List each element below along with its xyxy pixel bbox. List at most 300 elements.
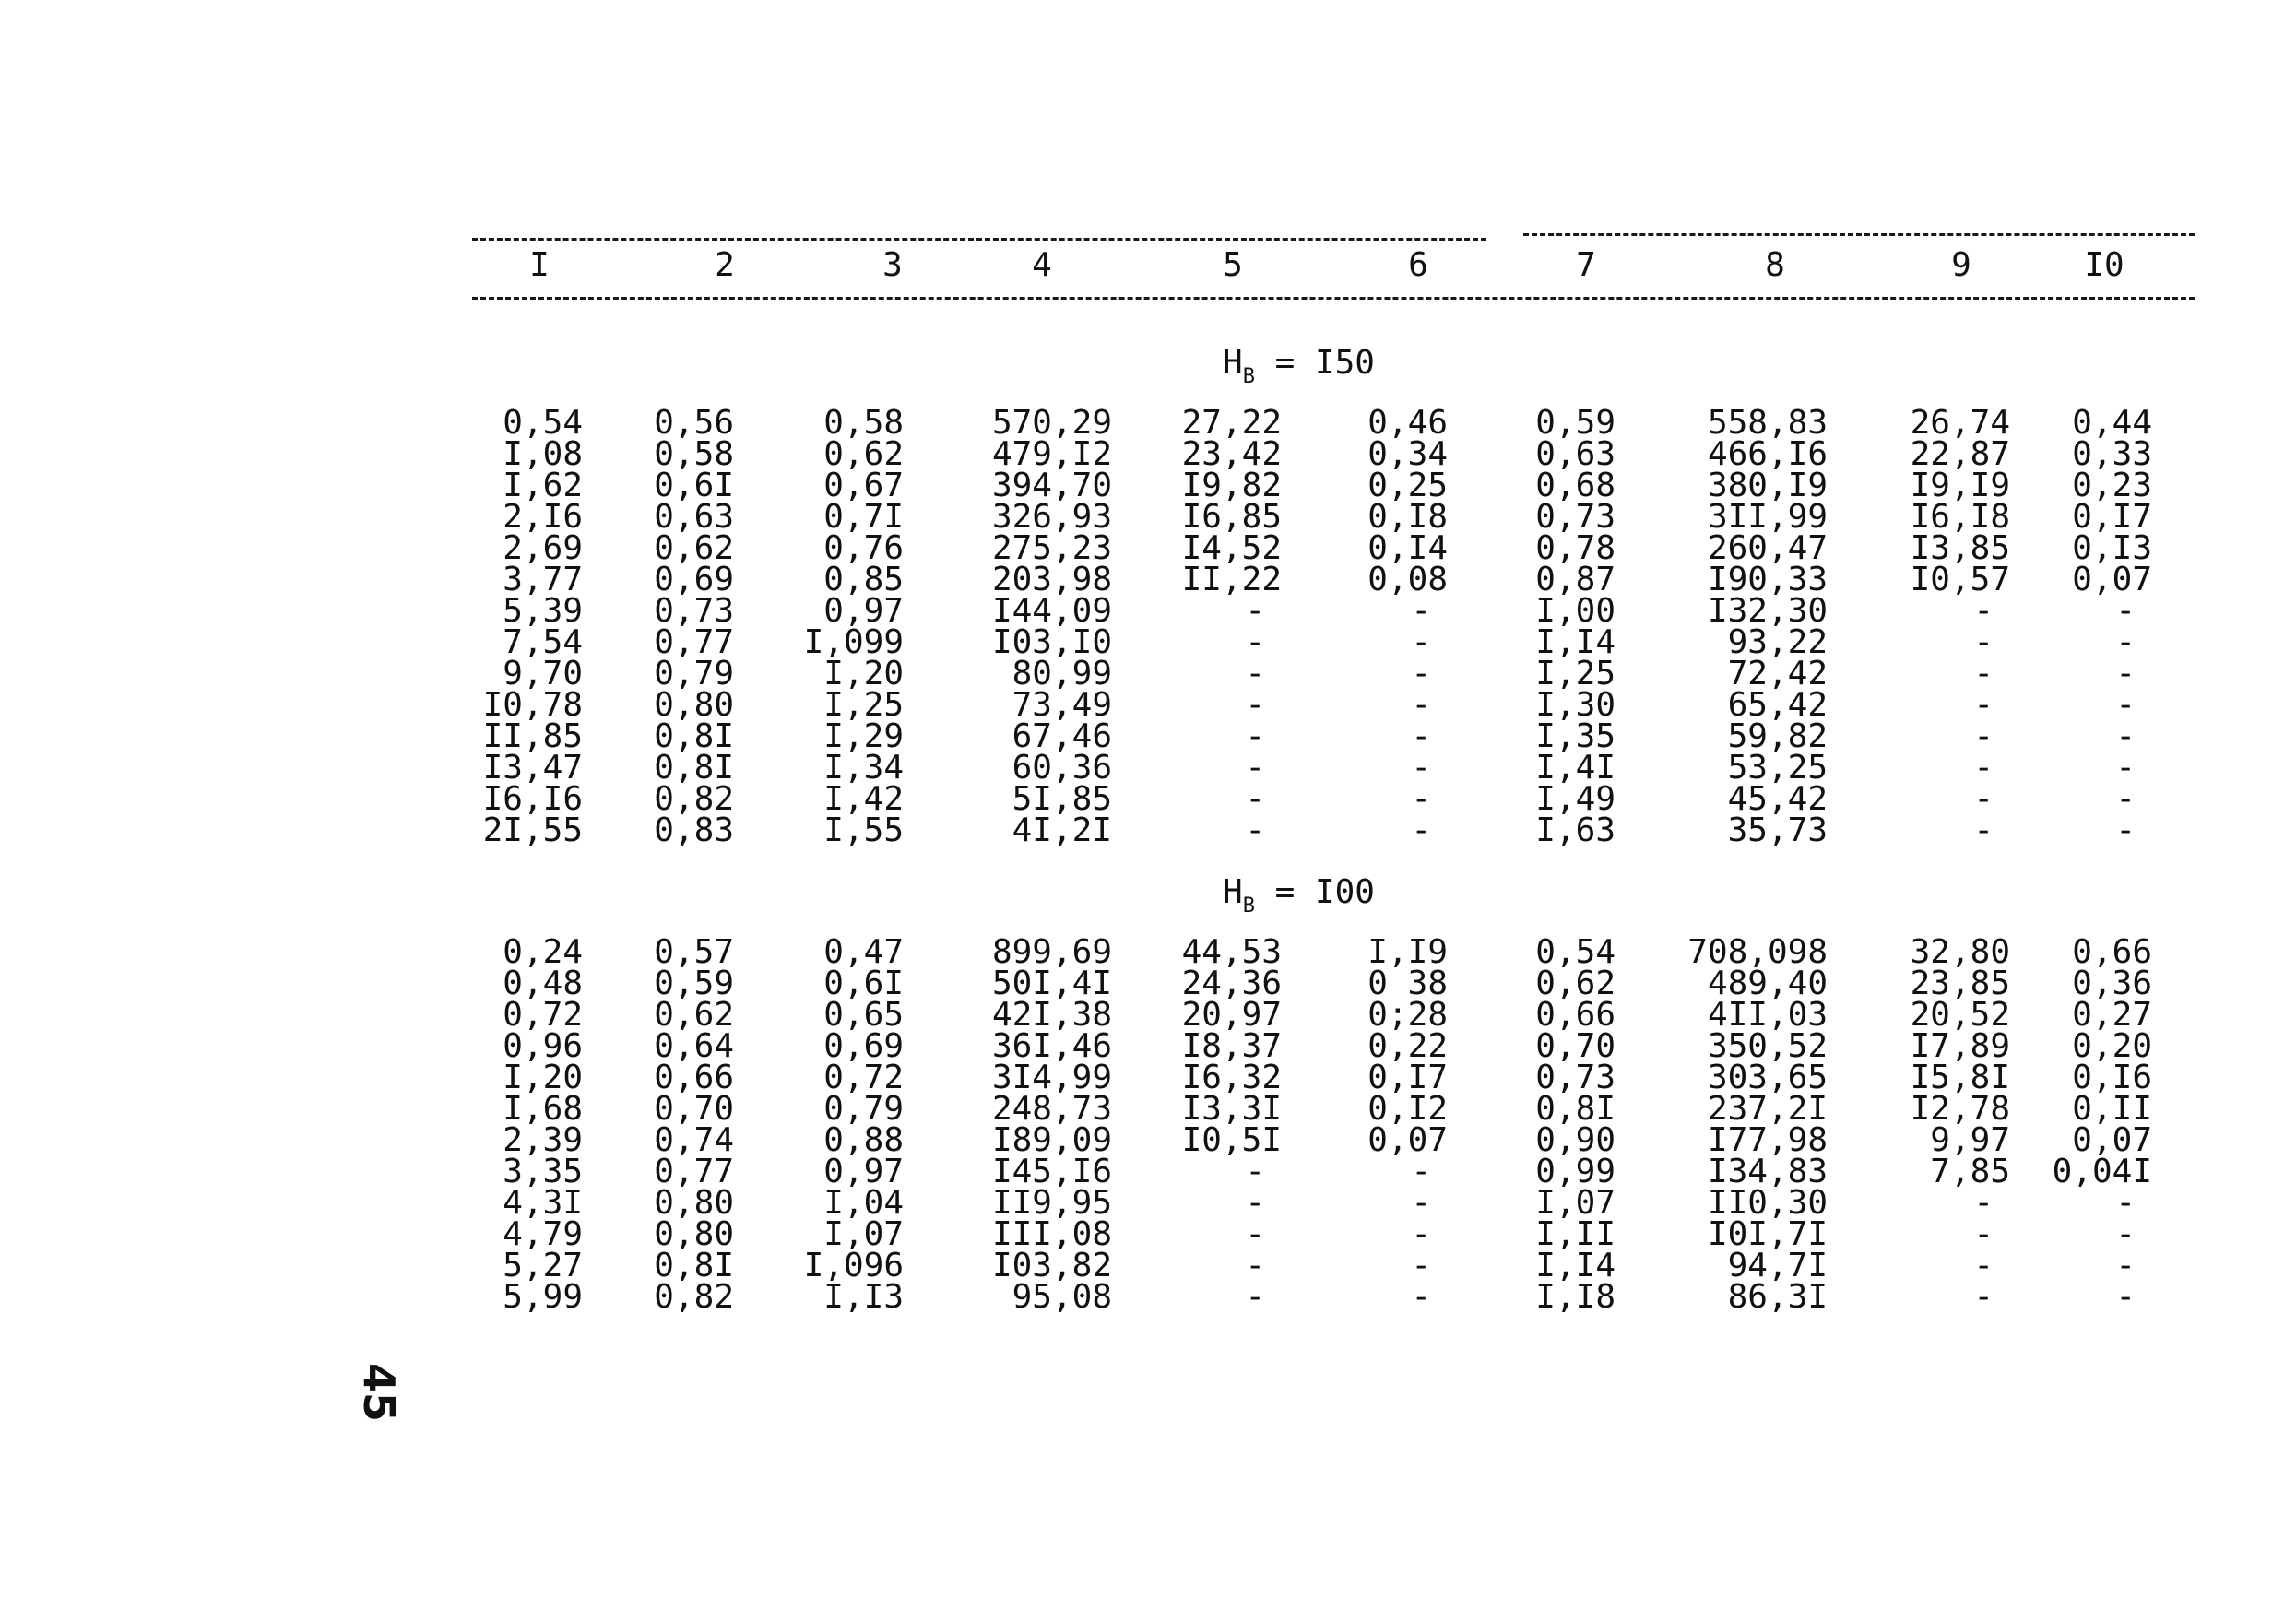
table-cell: - bbox=[1411, 811, 1431, 849]
table-cell: 394,70 bbox=[991, 467, 1112, 504]
table-cell: 2I,55 bbox=[482, 811, 583, 849]
table-cell: - bbox=[1973, 1278, 1994, 1316]
table-cell: 60,36 bbox=[1012, 749, 1112, 787]
section-1-column-10 bbox=[2072, 404, 2152, 849]
table-cell: I,30 bbox=[1535, 686, 1615, 724]
table-cell: 0,85 bbox=[823, 561, 904, 598]
table-cell: 0,69 bbox=[823, 1027, 904, 1065]
table-cell: - bbox=[1411, 1184, 1431, 1222]
section-label-subscript: B bbox=[1242, 365, 1255, 388]
column-header-3: 3 bbox=[882, 246, 903, 284]
section-1-column-8 bbox=[1707, 404, 1828, 849]
table-cell: 0,47 bbox=[823, 933, 904, 971]
table-cell: 899,69 bbox=[991, 933, 1112, 971]
table-cell: 0,22 bbox=[1367, 1027, 1448, 1065]
table-cell: 0,08 bbox=[1367, 561, 1448, 598]
table-cell: 0,24 bbox=[503, 933, 583, 971]
table-cell: 0,58 bbox=[823, 404, 904, 442]
table-cell: 0,6I bbox=[823, 965, 904, 1002]
section-label-subscript: B bbox=[1242, 894, 1255, 917]
table-cell: I9,82 bbox=[1181, 467, 1282, 504]
table-cell: I8,37 bbox=[1181, 1027, 1282, 1065]
section-1-column-7 bbox=[1535, 404, 1615, 849]
table-cell: - bbox=[2115, 717, 2136, 755]
table-cell: I6,32 bbox=[1181, 1059, 1282, 1096]
table-cell: I,34 bbox=[823, 749, 904, 787]
table-cell: - bbox=[1245, 592, 1265, 630]
table-cell: I3,85 bbox=[1910, 529, 2010, 567]
table-cell: 0,20 bbox=[2072, 1027, 2152, 1065]
table-cell: I,04 bbox=[823, 1184, 904, 1222]
table-cell: 0,88 bbox=[823, 1121, 904, 1159]
table-cell: 0,73 bbox=[654, 592, 734, 630]
table-cell: 0,62 bbox=[823, 435, 904, 473]
table-cell: 0,8I bbox=[654, 1247, 734, 1284]
table-cell: 0,96 bbox=[503, 1027, 583, 1065]
table-cell: 570,29 bbox=[991, 404, 1112, 442]
table-cell: 0,I7 bbox=[2072, 498, 2152, 536]
table-cell: 0,66 bbox=[654, 1059, 734, 1096]
table-cell: I0,5I bbox=[1181, 1121, 1282, 1159]
table-cell: II9,95 bbox=[991, 1184, 1112, 1222]
table-cell: 479,I2 bbox=[991, 435, 1112, 473]
table-cell: - bbox=[1245, 1153, 1265, 1190]
table-cell: - bbox=[2115, 655, 2136, 693]
table-cell: 20,52 bbox=[1910, 996, 2010, 1034]
table-cell: 4I,2I bbox=[1012, 811, 1112, 849]
table-cell: 0,78 bbox=[1535, 529, 1615, 567]
table-cell: 3,35 bbox=[503, 1153, 583, 1190]
table-cell: 0,25 bbox=[1367, 467, 1448, 504]
table-cell: 0,74 bbox=[654, 1121, 734, 1159]
table-cell: 7,54 bbox=[503, 623, 583, 661]
table-cell: - bbox=[1411, 717, 1431, 755]
section-2-column-9 bbox=[1910, 933, 2010, 1316]
table-cell: I,35 bbox=[1535, 717, 1615, 755]
table-cell: I32,30 bbox=[1707, 592, 1828, 630]
table-cell: 0,59 bbox=[1535, 404, 1615, 442]
table-cell: 4,79 bbox=[503, 1215, 583, 1253]
table-cell: - bbox=[1411, 1215, 1431, 1253]
section-2-column-5 bbox=[1181, 933, 1282, 1316]
table-cell: 0,07 bbox=[2072, 561, 2152, 598]
section-1-column-5 bbox=[1181, 404, 1282, 849]
table-cell: - bbox=[1973, 655, 1994, 693]
table-cell: 23,42 bbox=[1181, 435, 1282, 473]
table-cell: I6,I6 bbox=[482, 780, 583, 818]
table-cell: I,I9 bbox=[1367, 933, 1448, 971]
section-2-column-8 bbox=[1687, 933, 1828, 1316]
table-cell: - bbox=[2115, 749, 2136, 787]
table-cell: I,42 bbox=[823, 780, 904, 818]
table-cell: I2,78 bbox=[1910, 1090, 2010, 1128]
table-cell: - bbox=[1245, 780, 1265, 818]
table-cell: I,I3 bbox=[823, 1278, 904, 1316]
section-2-column-10 bbox=[2052, 933, 2152, 1316]
table-cell: 24,36 bbox=[1181, 965, 1282, 1002]
table-cell: - bbox=[1973, 1215, 1994, 1253]
table-cell: I,25 bbox=[823, 686, 904, 724]
table-cell: - bbox=[1245, 1215, 1265, 1253]
table-cell: 22,87 bbox=[1910, 435, 2010, 473]
table-cell: - bbox=[1411, 623, 1431, 661]
table-cell: 248,73 bbox=[991, 1090, 1112, 1128]
table-cell: 558,83 bbox=[1707, 404, 1828, 442]
table-cell: - bbox=[1245, 717, 1265, 755]
table-cell: 93,22 bbox=[1727, 623, 1828, 661]
table-cell: 67,46 bbox=[1012, 717, 1112, 755]
table-cell: 0,54 bbox=[1535, 933, 1615, 971]
table-cell: I77,98 bbox=[1707, 1121, 1828, 1159]
table-cell: 59,82 bbox=[1727, 717, 1828, 755]
table-cell: 0,79 bbox=[654, 655, 734, 693]
table-cell: 0,80 bbox=[654, 1184, 734, 1222]
column-header-2: 2 bbox=[715, 246, 735, 284]
table-cell: - bbox=[1245, 1247, 1265, 1284]
table-cell: - bbox=[1245, 686, 1265, 724]
table-cell: 5,27 bbox=[503, 1247, 583, 1284]
table-cell: I,49 bbox=[1535, 780, 1615, 818]
table-cell: - bbox=[1973, 1247, 1994, 1284]
table-cell: 73,49 bbox=[1012, 686, 1112, 724]
table-cell: 0,46 bbox=[1367, 404, 1448, 442]
table-cell: I44,09 bbox=[991, 592, 1112, 630]
table-cell: 0,II bbox=[2072, 1090, 2152, 1128]
table-cell: I,07 bbox=[1535, 1184, 1615, 1222]
table-cell: 2,I6 bbox=[503, 498, 583, 536]
table-cell: I3,47 bbox=[482, 749, 583, 787]
table-cell: 2,69 bbox=[503, 529, 583, 567]
section-label-hb-100 bbox=[1223, 872, 1375, 927]
section-1-column-9 bbox=[1910, 404, 2010, 849]
table-cell: I,I4 bbox=[1535, 1247, 1615, 1284]
table-cell: 0,8I bbox=[1535, 1090, 1615, 1128]
table-cell: - bbox=[2115, 1184, 2136, 1222]
table-cell: - bbox=[2115, 686, 2136, 724]
table-cell: I,62 bbox=[503, 467, 583, 504]
table-cell: - bbox=[1411, 780, 1431, 818]
table-cell: 0,58 bbox=[654, 435, 734, 473]
table-cell: 0,27 bbox=[2072, 996, 2152, 1034]
table-cell: 3I4,99 bbox=[991, 1059, 1112, 1096]
table-cell: 0,I4 bbox=[1367, 529, 1448, 567]
section-2-column-1 bbox=[503, 933, 583, 1316]
table-cell: II,85 bbox=[482, 717, 583, 755]
table-cell: I,I4 bbox=[1535, 623, 1615, 661]
table-cell: 65,42 bbox=[1727, 686, 1828, 724]
table-cell: I9,I9 bbox=[1910, 467, 2010, 504]
table-cell: 0,8I bbox=[654, 749, 734, 787]
table-cell: 0,77 bbox=[654, 1153, 734, 1190]
column-header-4: 4 bbox=[1032, 246, 1052, 284]
table-cell: - bbox=[1973, 811, 1994, 849]
table-cell: 0,62 bbox=[654, 996, 734, 1034]
table-cell: I,25 bbox=[1535, 655, 1615, 693]
table-cell: III,08 bbox=[991, 1215, 1112, 1253]
table-cell: 237,2I bbox=[1707, 1090, 1828, 1128]
section-label-value: = I50 bbox=[1254, 344, 1375, 382]
table-cell: - bbox=[2115, 592, 2136, 630]
table-cell: 326,93 bbox=[991, 498, 1112, 536]
table-cell: I0I,7I bbox=[1707, 1215, 1828, 1253]
table-cell: 0,07 bbox=[2072, 1121, 2152, 1159]
table-cell: I,20 bbox=[503, 1059, 583, 1096]
section-2-column-6 bbox=[1367, 933, 1448, 1316]
table-cell: 20,97 bbox=[1181, 996, 1282, 1034]
table-cell: - bbox=[1245, 1278, 1265, 1316]
table-cell: 3II,99 bbox=[1707, 498, 1828, 536]
table-cell: 35,73 bbox=[1727, 811, 1828, 849]
table-cell: 0,63 bbox=[1535, 435, 1615, 473]
table-cell: 0,62 bbox=[1535, 965, 1615, 1002]
table-cell: 0,66 bbox=[1535, 996, 1615, 1034]
table-cell: 0,I3 bbox=[2072, 529, 2152, 567]
table-cell: 0,I7 bbox=[1367, 1059, 1448, 1096]
table-cell: 0,48 bbox=[503, 965, 583, 1002]
table-cell: - bbox=[1245, 749, 1265, 787]
table-cell: 0,72 bbox=[823, 1059, 904, 1096]
table-cell: - bbox=[2115, 780, 2136, 818]
table-cell: 5I,85 bbox=[1012, 780, 1112, 818]
column-header-1: I bbox=[529, 246, 550, 284]
table-cell: - bbox=[1245, 623, 1265, 661]
table-cell: I4,52 bbox=[1181, 529, 1282, 567]
table-cell: 0,68 bbox=[1535, 467, 1615, 504]
column-header-8: 8 bbox=[1765, 246, 1785, 284]
table-cell: 0,67 bbox=[823, 467, 904, 504]
table-cell: 95,08 bbox=[1012, 1278, 1112, 1316]
table-cell: 9,97 bbox=[1930, 1121, 2010, 1159]
table-cell: 0,59 bbox=[654, 965, 734, 1002]
column-header-5: 5 bbox=[1223, 246, 1243, 284]
table-cell: 0,82 bbox=[654, 780, 734, 818]
table-cell: - bbox=[1245, 1184, 1265, 1222]
table-cell: 275,23 bbox=[991, 529, 1112, 567]
table-cell: I,II bbox=[1535, 1215, 1615, 1253]
table-cell: - bbox=[1411, 1278, 1431, 1316]
table-cell: 3,77 bbox=[503, 561, 583, 598]
table-cell: 72,42 bbox=[1727, 655, 1828, 693]
table-cell: 489,40 bbox=[1707, 965, 1828, 1002]
table-cell: I,63 bbox=[1535, 811, 1615, 849]
table-cell: 32,80 bbox=[1910, 933, 2010, 971]
table-cell: - bbox=[1245, 811, 1265, 849]
section-label-hb-150 bbox=[1223, 343, 1375, 397]
table-cell: 0,73 bbox=[1535, 498, 1615, 536]
table-cell: 0,64 bbox=[654, 1027, 734, 1065]
table-cell: 26,74 bbox=[1910, 404, 2010, 442]
table-cell: - bbox=[1973, 623, 1994, 661]
table-cell: 0,87 bbox=[1535, 561, 1615, 598]
table-cell: I,099 bbox=[803, 623, 904, 661]
table-cell: - bbox=[1973, 780, 1994, 818]
table-cell: 45,42 bbox=[1727, 780, 1828, 818]
table-cell: 27,22 bbox=[1181, 404, 1282, 442]
table-cell: 0,6I bbox=[654, 467, 734, 504]
table-cell: 94,7I bbox=[1727, 1247, 1828, 1284]
table-cell: I0,57 bbox=[1910, 561, 2010, 598]
table-cell: 80,99 bbox=[1012, 655, 1112, 693]
table-cell: 303,65 bbox=[1707, 1059, 1828, 1096]
table-cell: I6,85 bbox=[1181, 498, 1282, 536]
table-cell: 0,36 bbox=[2072, 965, 2152, 1002]
table-cell: 86,3I bbox=[1727, 1278, 1828, 1316]
table-cell: 9,70 bbox=[503, 655, 583, 693]
table-cell: I89,09 bbox=[991, 1121, 1112, 1159]
table-cell: 0,97 bbox=[823, 592, 904, 630]
table-cell: - bbox=[1411, 1153, 1431, 1190]
table-cell: 42I,38 bbox=[991, 996, 1112, 1034]
table-cell: 53,25 bbox=[1727, 749, 1828, 787]
table-cell: 0,57 bbox=[654, 933, 734, 971]
table-cell: - bbox=[1411, 655, 1431, 693]
table-cell: I,55 bbox=[823, 811, 904, 849]
table-cell: 0,7I bbox=[823, 498, 904, 536]
table-cell: 0,I2 bbox=[1367, 1090, 1448, 1128]
table-cell: II,22 bbox=[1181, 561, 1282, 598]
table-cell: I5,8I bbox=[1910, 1059, 2010, 1096]
table-cell: I,I8 bbox=[1535, 1278, 1615, 1316]
table-cell: 36I,46 bbox=[991, 1027, 1112, 1065]
section-2-column-7 bbox=[1535, 933, 1615, 1316]
table-cell: 0,77 bbox=[654, 623, 734, 661]
table-cell: 0,I6 bbox=[2072, 1059, 2152, 1096]
table-cell: 2,39 bbox=[503, 1121, 583, 1159]
section-label-symbol: H bbox=[1223, 873, 1243, 911]
column-header-6: 6 bbox=[1408, 246, 1428, 284]
section-1-column-1 bbox=[482, 404, 583, 849]
section-label-symbol: H bbox=[1223, 344, 1243, 382]
section-1-column-3 bbox=[803, 404, 904, 849]
table-cell: - bbox=[1411, 1247, 1431, 1284]
table-cell: 7,85 bbox=[1930, 1153, 2010, 1190]
table-cell: I,20 bbox=[823, 655, 904, 693]
table-cell: 0,79 bbox=[823, 1090, 904, 1128]
table-cell: 0,62 bbox=[654, 529, 734, 567]
section-1-column-6 bbox=[1367, 404, 1448, 849]
table-cell: II0,30 bbox=[1707, 1184, 1828, 1222]
table-cell: 23,85 bbox=[1910, 965, 2010, 1002]
table-cell: 708,098 bbox=[1687, 933, 1828, 971]
table-cell: I0,78 bbox=[482, 686, 583, 724]
table-cell: I90,33 bbox=[1707, 561, 1828, 598]
table-cell: 466,I6 bbox=[1707, 435, 1828, 473]
table-cell: - bbox=[1973, 749, 1994, 787]
table-cell: I,68 bbox=[503, 1090, 583, 1128]
section-1-column-4 bbox=[991, 404, 1112, 849]
table-cell: 0,99 bbox=[1535, 1153, 1615, 1190]
table-cell: I,07 bbox=[823, 1215, 904, 1253]
table-cell: 0,80 bbox=[654, 1215, 734, 1253]
table-cell: I,00 bbox=[1535, 592, 1615, 630]
table-cell: 5,99 bbox=[503, 1278, 583, 1316]
table-cell: - bbox=[1245, 655, 1265, 693]
table-cell: 5,39 bbox=[503, 592, 583, 630]
table-cell: 0,73 bbox=[1535, 1059, 1615, 1096]
section-1-column-2 bbox=[654, 404, 734, 849]
table-cell: 0,83 bbox=[654, 811, 734, 849]
table-cell: 0,56 bbox=[654, 404, 734, 442]
table-cell: 4II,03 bbox=[1707, 996, 1828, 1034]
table-cell: 0,07 bbox=[1367, 1121, 1448, 1159]
column-header-10: I0 bbox=[2084, 246, 2124, 284]
table-cell: 0,97 bbox=[823, 1153, 904, 1190]
table-cell: 0,66 bbox=[2072, 933, 2152, 971]
table-cell: 0,04I bbox=[2052, 1153, 2152, 1190]
table-cell: - bbox=[2115, 1247, 2136, 1284]
table-cell: I7,89 bbox=[1910, 1027, 2010, 1065]
section-2-column-3 bbox=[803, 933, 904, 1316]
table-cell: - bbox=[1411, 749, 1431, 787]
table-cell: 0,I8 bbox=[1367, 498, 1448, 536]
table-cell: 0,70 bbox=[654, 1090, 734, 1128]
table-cell: 50I,4I bbox=[991, 965, 1112, 1002]
table-cell: 0,70 bbox=[1535, 1027, 1615, 1065]
table-cell: I,29 bbox=[823, 717, 904, 755]
top-rule-right bbox=[1523, 233, 2195, 236]
table-cell: - bbox=[2115, 811, 2136, 849]
table-cell: 0,90 bbox=[1535, 1121, 1615, 1159]
table-cell: 0,69 bbox=[654, 561, 734, 598]
section-2-column-4 bbox=[991, 933, 1112, 1316]
table-cell: 350,52 bbox=[1707, 1027, 1828, 1065]
table-cell: I45,I6 bbox=[991, 1153, 1112, 1190]
table-cell: - bbox=[1411, 592, 1431, 630]
table-cell: 0,72 bbox=[503, 996, 583, 1034]
table-cell: I,4I bbox=[1535, 749, 1615, 787]
table-cell: 0,34 bbox=[1367, 435, 1448, 473]
section-2-column-2 bbox=[654, 933, 734, 1316]
table-cell: - bbox=[2115, 1215, 2136, 1253]
table-cell: 380,I9 bbox=[1707, 467, 1828, 504]
table-cell: I6,I8 bbox=[1910, 498, 2010, 536]
table-cell: 203,98 bbox=[991, 561, 1112, 598]
table-cell: - bbox=[2115, 623, 2136, 661]
top-rule-left bbox=[472, 238, 1486, 241]
table-cell: I34,83 bbox=[1707, 1153, 1828, 1190]
table-cell: - bbox=[1973, 717, 1994, 755]
table-cell: - bbox=[1973, 1184, 1994, 1222]
column-header-7: 7 bbox=[1576, 246, 1596, 284]
table-cell: 0,80 bbox=[654, 686, 734, 724]
table-cell: 0,23 bbox=[2072, 467, 2152, 504]
table-cell: 0,8I bbox=[654, 717, 734, 755]
table-cell: I03,82 bbox=[991, 1247, 1112, 1284]
page-number: 45 bbox=[354, 1363, 404, 1423]
section-label-value: = I00 bbox=[1254, 873, 1375, 911]
table-cell: - bbox=[1973, 686, 1994, 724]
table-cell: I3,3I bbox=[1181, 1090, 1282, 1128]
table-cell: 4,3I bbox=[503, 1184, 583, 1222]
table-cell: 0,44 bbox=[2072, 404, 2152, 442]
table-cell: 0,82 bbox=[654, 1278, 734, 1316]
table-cell: 0,76 bbox=[823, 529, 904, 567]
table-cell: 0,63 bbox=[654, 498, 734, 536]
table-cell: - bbox=[1973, 592, 1994, 630]
header-bottom-rule bbox=[472, 297, 2195, 300]
table-cell: I,08 bbox=[503, 435, 583, 473]
table-cell: 0,65 bbox=[823, 996, 904, 1034]
table-cell: 0,54 bbox=[503, 404, 583, 442]
table-cell: - bbox=[2115, 1278, 2136, 1316]
table-cell: - bbox=[1411, 686, 1431, 724]
table-cell: 44,53 bbox=[1181, 933, 1282, 971]
table-cell: 0,33 bbox=[2072, 435, 2152, 473]
table-cell: 0;28 bbox=[1367, 996, 1448, 1034]
table-cell: I,096 bbox=[803, 1247, 904, 1284]
column-header-9: 9 bbox=[1951, 246, 1971, 284]
table-cell: 260,47 bbox=[1707, 529, 1828, 567]
